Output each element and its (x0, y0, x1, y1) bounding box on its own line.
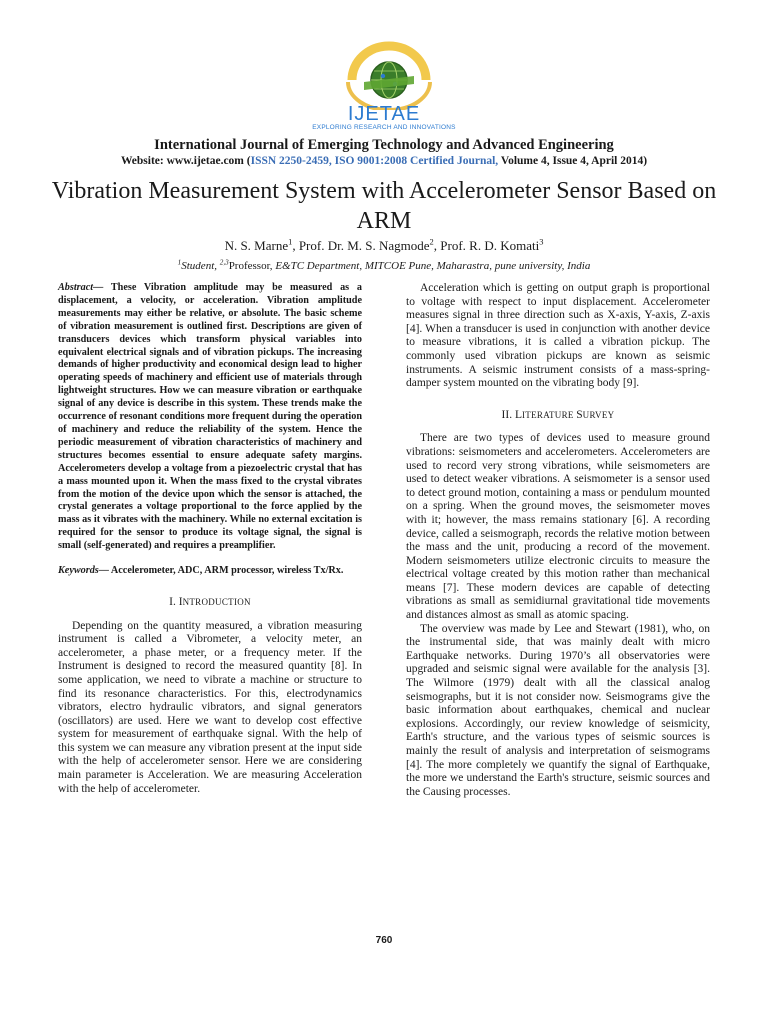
keywords-text: Accelerometer, ADC, ARM processor, wireless Tx/Rx. (108, 565, 344, 577)
affiliation-line (0, 259, 768, 273)
author-affil-sup: 1 (288, 236, 293, 247)
section-initial: S (576, 408, 583, 421)
body-paragraph: The overview was made by Lee and Stewart (1981), who, on the instrumental side, that was mainly dealt with micro Earthquake networks. During 1970’s all observatories were upgraded and seismic signal were available for the analysis [3]. The Wilmore (1979) dealt with all the classical analog seismographs, but it is not consider now. Seismograms give the basic information about earthquakes, chemical and nuclear explosions. Accordingly, our review knowledge of seismicity, Earth's structure, and the various types of seismic sources is mainly the result of analysis and interpretation of seismograms [4]. The more completely we quantify the signal of Earthquake, the more we understand the Earth's structure, seismic sources and the Causing processes. (406, 622, 710, 798)
section-number: I. (169, 595, 176, 608)
issn-text: ISSN 2250-2459, ISO 9001:2008 Certified Journal, (250, 155, 499, 167)
volume-issue-text: Volume 4, Issue 4, April 2014) (498, 155, 648, 167)
section-title-rest: ITERATURE (522, 409, 577, 420)
keywords (58, 565, 362, 578)
affil-role: Student, (181, 260, 220, 272)
logo-tagline: EXPLORING RESEARCH AND INNOVATIONS (312, 124, 456, 131)
author-name: N. S. Marne (224, 238, 289, 253)
intro-paragraph: Depending on the quantity measured, a vibration measuring instrument is called a Vibrometer, a velocity meter, an accelerometer, a phase meter, or a frequency meter. If the Instrument is designed to record the measured quantity [8]. In some application, we need to vibrate a machine or structure to find its resonance characteristics. For this, electrodynamics vibrators, electro hydraulic vibrators, and signal generators (oscillators) are used. Here we want to develop cost effective system for measurement of earthquake signal. With the help of this system we can measure any vibration present at the input side with the help of accelerometer sensor. Here we are considering main parameter is Acceleration. We are measuring Acceleration with the help of accelerometer. (58, 619, 362, 795)
keywords-label: Keywords— (58, 565, 109, 577)
logo-name: IJETAE (347, 103, 421, 125)
abstract-text: These Vibration amplitude may be measured as a displacement, a velocity, or acceleration. Vibration amplitude measurements may either be relative, or absolute. The basic scheme of vibration measurement is outlined first. Descriptions are given of transducers devices which transform physical variables into equivalent electrical signals and of vibration pickups. The increasing demands of higher productivity and economical design lead to higher operating speeds of machinery and efficient use of materials through lightweight structures. How we can measure vibration or earthquake signal of any device is describe in this system. These trends make the occurrence of resonant conditions more frequent during the operation of machinery and reduce the reliability of the system. Hence the periodic measurement of vibration characteristics of machinery and structures becomes essential to ensure adequate safety margins. Accelerometers develop a voltage from a piezoelectric crystal that has a mass mounted upon it. When the mass fixed to the crystal vibrates from the motion of the device upon which the sensor is attached, the crystal generates a voltage proportional to the force applied by the mass as it vibrates with the machinery. While no external excitation is required for the sensor to produce its voltage signal, the signal is small (self-generated) and requires a preamplifier. (58, 282, 362, 552)
paper-title: Vibration Measurement System with Accelerometer Sensor Based on ARM (51, 178, 717, 234)
author-list (0, 238, 768, 254)
website-prefix: Website: www.ijetae.com ( (120, 155, 251, 167)
affil-sup: 2,3 (219, 258, 229, 267)
abstract (58, 282, 362, 553)
right-column (406, 282, 710, 799)
affil-sup: 1 (177, 258, 182, 267)
author-name: , Prof. R. D. Komati (433, 238, 540, 253)
journal-title: International Journal of Emerging Technology and Advanced Engineering (154, 137, 614, 153)
section-heading-literature-survey (406, 409, 710, 423)
logo-emblem-icon (334, 40, 444, 110)
section-number: II. (501, 408, 513, 421)
author-name: , Prof. Dr. M. S. Nagmode (292, 238, 430, 253)
affil-institution: E&TC Department, MITCOE Pune, Maharastra, pune university, India (272, 260, 591, 272)
section-heading-introduction (58, 596, 362, 610)
body-paragraph: Acceleration which is getting on output graph is proportional to voltage with respect to input displacement. Accelerometer measures signal in three direction such as X-axis, Y-axis, Z-axis [4]. When a transducer is used in conjunction with another device to measure vibrations, it is called a vibration pickup. The commonly used vibration pickups are known as seismic instruments. A seismic instrument consists of a mass-spring-damper system mounted on the vibrating body [9]. (406, 282, 710, 390)
author-affil-sup: 3 (539, 236, 544, 247)
abstract-label: Abstract— (58, 282, 104, 293)
journal-website-line (0, 154, 768, 168)
author-affil-sup: 2 (429, 236, 434, 247)
page-number: 760 (375, 935, 393, 946)
affil-role: Professor, (228, 260, 273, 272)
logo-wordmark (300, 104, 468, 132)
section-initial: I (178, 595, 183, 608)
section-title-rest: URVEY (582, 409, 615, 420)
section-initial: L (514, 408, 522, 421)
body-paragraph: There are two types of devices used to measure ground vibrations: seismometers and accelerometers. Accelerometers are used to record very strong vibrations, while seismometers are used to detect weaker vibrations. A seismometer is a sensor used to detect ground motion, containing a mass or pendulum mounted on a spring. When the ground moves, the seismometer moves with it; however, the mass remains stationary [6]. A recording device, called a seismograph, records the relative motion between the mass and the unit, producing a record of the movement. Modern seismometers utilize electronic circuits to measure the electrical voltage created by this motion rather than mechanical means [7]. These modern devices are capable of detecting vibrations as small as semidiurnal gravitational tide movements and distances almost as small as atomic spacing. (406, 432, 710, 622)
section-title-rest: NTRODUCTION (182, 596, 251, 607)
left-column (58, 282, 362, 796)
